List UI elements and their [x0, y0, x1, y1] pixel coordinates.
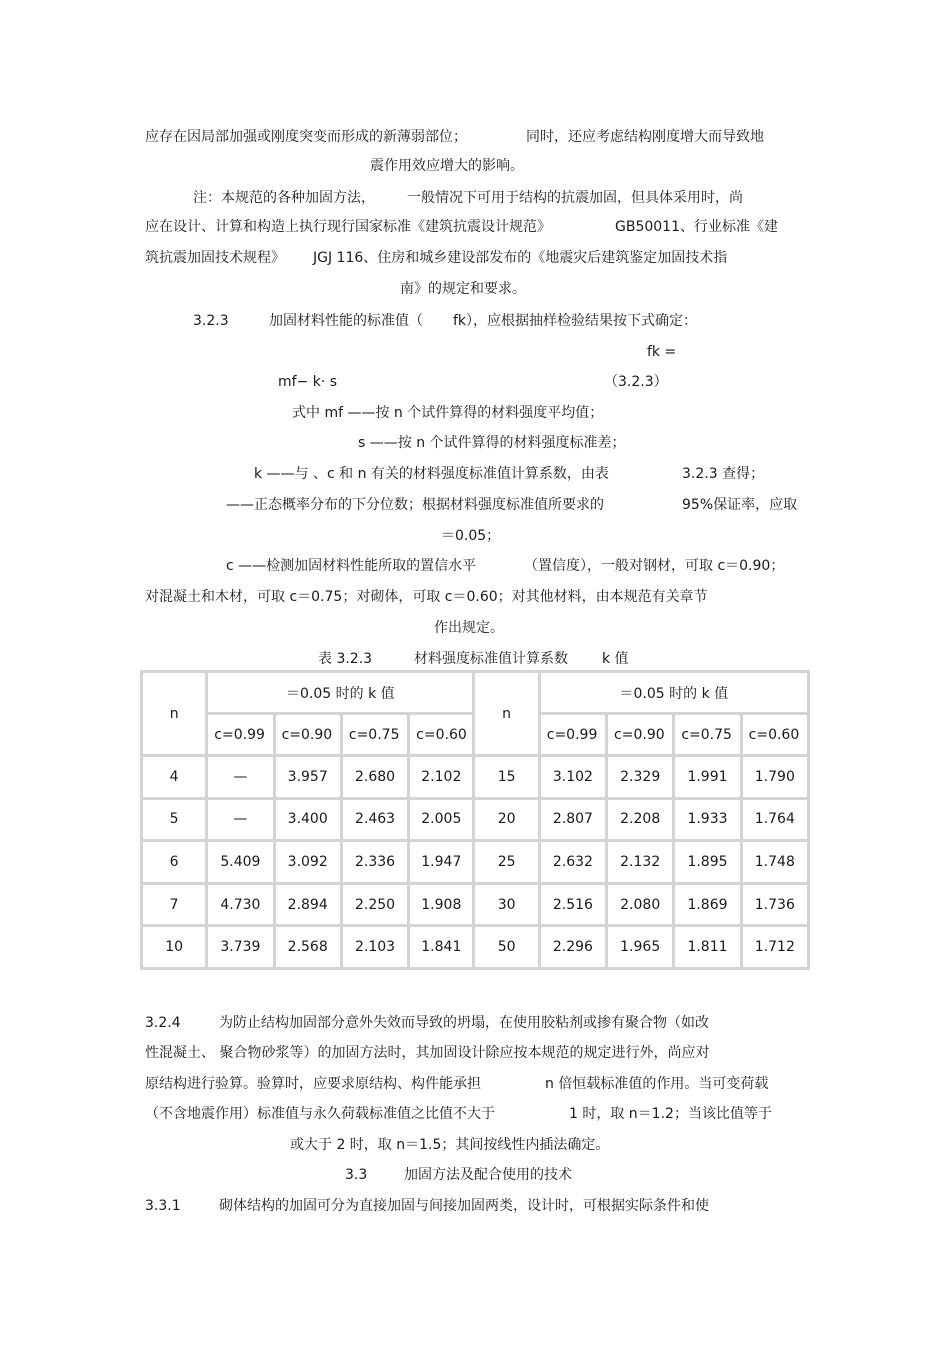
- where-line: 式中 mf ——按 n 个试件算得的材料强度平均值；: [292, 405, 604, 421]
- n-header-right: n: [475, 673, 537, 754]
- group-header-right: ＝0.05 时的 k 值: [541, 673, 807, 712]
- text: 1 时，取 n＝1.2；当该比值等于: [569, 1106, 772, 1122]
- k-cell: 1.869: [675, 885, 739, 925]
- n-cell: 50: [475, 927, 537, 967]
- body-text-line: 性混凝土、 聚合物砂浆等）的加固方法时，其加固设计除应按本规范的规定进行外，尚应对: [145, 1045, 710, 1061]
- table-row: [143, 842, 807, 882]
- text: 砌体结构的加固可分为直接加固与间接加固两类，设计时，可根据实际条件和使: [219, 1198, 709, 1214]
- formula-number: （3.2.3）: [604, 374, 668, 390]
- k-cell: 3.092: [276, 842, 340, 882]
- n-cell: 7: [143, 885, 205, 925]
- k-cell: 1.748: [743, 842, 807, 882]
- text: （置信度），一般对钢材，可取 c＝0.90；: [524, 558, 785, 574]
- n-cell: 25: [475, 842, 537, 882]
- text: 原结构进行验算。验算时，应要求原结构、构件能承担: [145, 1076, 481, 1092]
- n-cell: 10: [143, 927, 205, 967]
- k-cell: 2.568: [276, 927, 340, 967]
- text: GB50011、行业标准《建: [615, 219, 778, 235]
- where-line: 作出规定。: [434, 620, 504, 636]
- table-row: [143, 757, 807, 797]
- c-header: c=0.90: [276, 715, 340, 754]
- c-header: c=0.60: [410, 715, 472, 754]
- group-header-left: ＝0.05 时的 k 值: [208, 673, 472, 712]
- n-cell: 20: [475, 800, 537, 840]
- c-header: c=0.99: [208, 715, 272, 754]
- k-cell: 3.957: [276, 757, 340, 797]
- n-cell: 6: [143, 842, 205, 882]
- k-cell: 4.730: [208, 885, 272, 925]
- n-cell: 4: [143, 757, 205, 797]
- text: （不含地震作用）标准值与永久荷载标准值之比值不大于: [145, 1106, 495, 1122]
- k-cell: 2.132: [608, 842, 672, 882]
- n-cell: 5: [143, 800, 205, 840]
- k-cell: —: [208, 800, 272, 840]
- note-line: 南》的规定和要求。: [400, 281, 526, 297]
- k-cell: 2.894: [276, 885, 340, 925]
- table-number: 表 3.2.3: [318, 651, 373, 667]
- where-line: 对混凝土和木材，可取 c＝0.75；对砌体，可取 c＝0.60；对其他材料，由本规范有关章节: [145, 589, 708, 605]
- k-cell: 2.329: [608, 757, 672, 797]
- table-title: 材料强度标准值计算系数: [414, 651, 568, 667]
- formula-rhs: mf− k· s: [278, 374, 338, 390]
- n-cell: 15: [475, 757, 537, 797]
- k-cell: 2.102: [410, 757, 472, 797]
- k-cell: 1.736: [743, 885, 807, 925]
- text: 注：本规范的各种加固方法，: [193, 190, 375, 206]
- k-cell: 2.296: [541, 927, 605, 967]
- k-cell: 1.811: [675, 927, 739, 967]
- k-cell: 2.103: [343, 927, 407, 967]
- text: n 倍恒载标准值的作用。当可变荷载: [545, 1076, 769, 1092]
- c-header: c=0.75: [343, 715, 407, 754]
- k-cell: 2.807: [541, 800, 605, 840]
- k-cell: 2.005: [410, 800, 472, 840]
- c-header: c=0.60: [743, 715, 807, 754]
- text: 同时，还应考虑结构刚度增大而导致地: [526, 129, 764, 145]
- table-title-k: k 值: [602, 651, 629, 667]
- where-line: ＝0.05；: [441, 528, 501, 544]
- table-row: [143, 885, 807, 925]
- k-cell: 1.841: [410, 927, 472, 967]
- k-cell: 1.991: [675, 757, 739, 797]
- text: k ——与 、c 和 n 有关的材料强度标准值计算系数，由表: [254, 466, 609, 482]
- text: fk），应根据抽样检验结果按下式确定：: [453, 313, 698, 329]
- section-number: 3.2.4: [145, 1015, 181, 1031]
- body-text-line: 或大于 2 时，取 n＝1.5；其间按线性内插法确定。: [290, 1137, 610, 1153]
- text: 95%保证率，应取: [682, 497, 798, 513]
- text: 一般情况下可用于结构的抗震加固，但具体采用时，尚: [407, 190, 743, 206]
- k-cell: 5.409: [208, 842, 272, 882]
- k-cell: 3.102: [541, 757, 605, 797]
- n-cell: 30: [475, 885, 537, 925]
- n-header-left: n: [143, 673, 205, 754]
- text: JGJ 116、住房和城乡建设部发布的《地震灾后建筑鉴定加固技术指: [313, 250, 728, 266]
- text: 为防止结构加固部分意外失效而导致的坍塌，在使用胶粘剂或掺有聚合物（如改: [219, 1015, 709, 1031]
- text: 筑抗震加固技术规程》: [145, 250, 285, 266]
- k-cell: 1.764: [743, 800, 807, 840]
- k-cell: 2.250: [343, 885, 407, 925]
- k-cell: 1.790: [743, 757, 807, 797]
- c-header: c=0.90: [608, 715, 672, 754]
- k-cell: 1.947: [410, 842, 472, 882]
- k-cell: 1.895: [675, 842, 739, 882]
- k-cell: 1.908: [410, 885, 472, 925]
- text: 应在设计、计算和构造上执行现行国家标准《建筑抗震设计规范》: [145, 219, 551, 235]
- k-value-table: [140, 670, 810, 970]
- section-number: 3.3: [345, 1167, 368, 1183]
- table-row: [143, 927, 807, 967]
- section-title: 加固方法及配合使用的技术: [404, 1167, 572, 1183]
- k-cell: 2.516: [541, 885, 605, 925]
- section-number: 3.3.1: [145, 1198, 181, 1214]
- section-number: 3.2.3: [193, 313, 229, 329]
- k-cell: 2.336: [343, 842, 407, 882]
- k-cell: 3.739: [208, 927, 272, 967]
- text: c ——检测加固材料性能所取的置信水平: [226, 558, 477, 574]
- body-text-line: 震作用效应增大的影响。: [370, 158, 524, 174]
- formula-lhs: fk =: [647, 344, 677, 360]
- text: 3.2.3 查得；: [682, 466, 765, 482]
- k-cell: 1.965: [608, 927, 672, 967]
- k-cell: 2.680: [343, 757, 407, 797]
- k-cell: 1.933: [675, 800, 739, 840]
- c-header: c=0.75: [675, 715, 739, 754]
- c-header: c=0.99: [541, 715, 605, 754]
- table-row: [143, 800, 807, 840]
- text: 应存在因局部加强或刚度突变而形成的新薄弱部位；: [145, 129, 467, 145]
- k-cell: —: [208, 757, 272, 797]
- k-cell: 2.632: [541, 842, 605, 882]
- where-line: s ——按 n 个试件算得的材料强度标准差；: [358, 435, 626, 451]
- k-cell: 2.463: [343, 800, 407, 840]
- text: ——正态概率分布的下分位数；根据材料强度标准值所要求的: [226, 497, 604, 513]
- k-cell: 2.080: [608, 885, 672, 925]
- k-cell: 2.208: [608, 800, 672, 840]
- text: 加固材料性能的标准值（: [269, 313, 423, 329]
- k-cell: 1.712: [743, 927, 807, 967]
- k-cell: 3.400: [276, 800, 340, 840]
